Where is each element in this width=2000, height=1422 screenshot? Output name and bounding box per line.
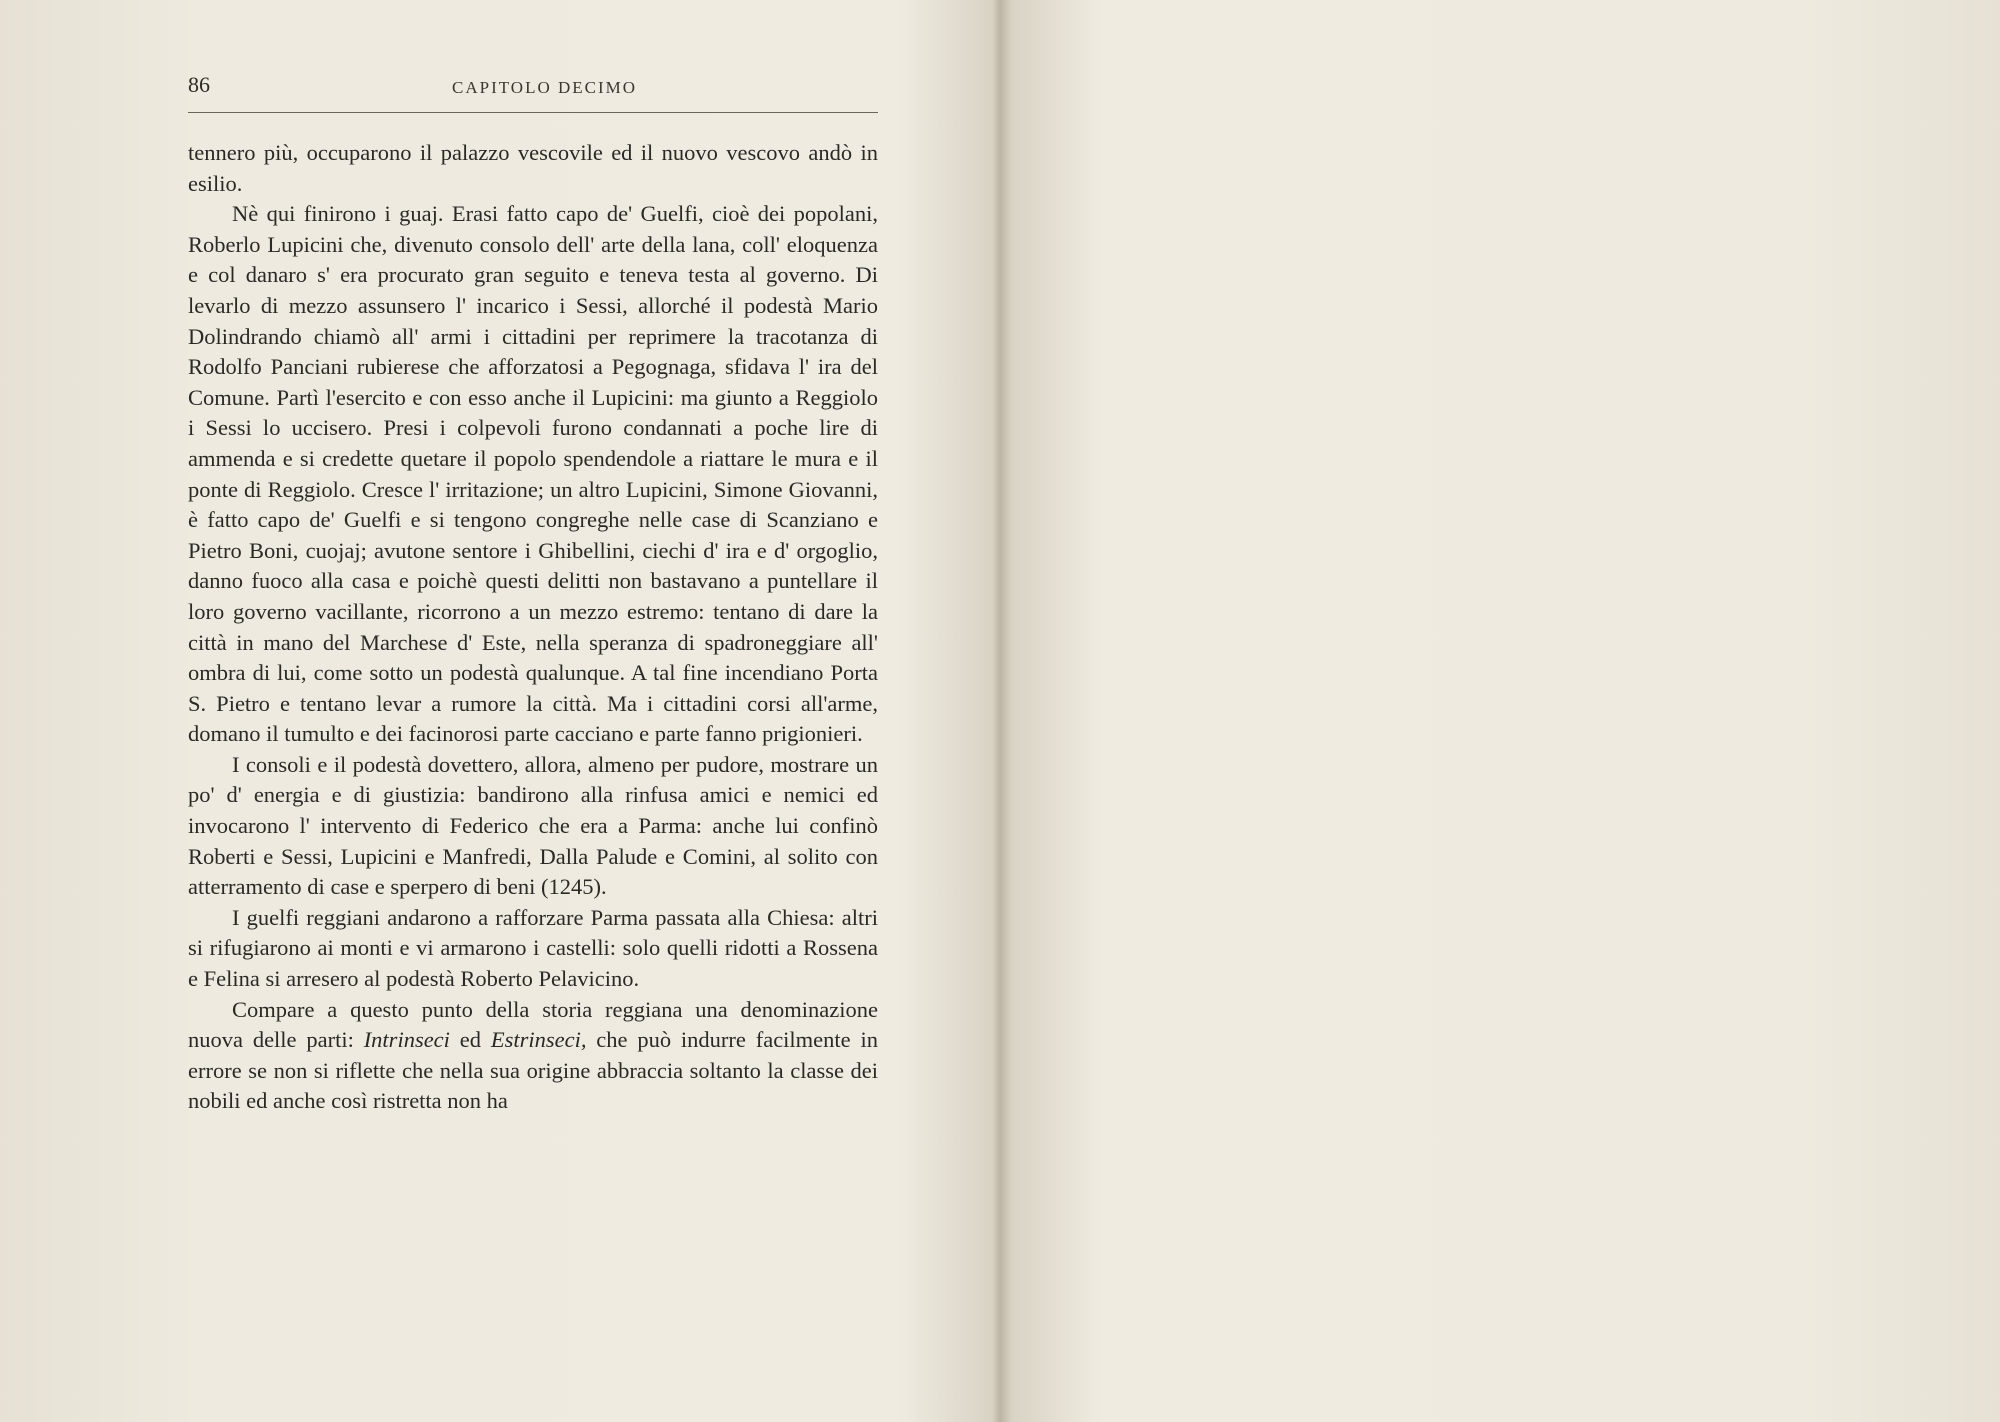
header-rule-left: [188, 112, 878, 113]
page-number-left: 86: [188, 72, 210, 97]
paragraph: I guelfi reggiani andarono a rafforzare Parma passata alla Chiesa: altri si rifugiarono ai monti e vi armarono i castelli: solo quelli ridotti a Rossena e Felina si arresero al podestà Roberto Pelavicino.: [188, 904, 878, 992]
paragraph: Nè qui finirono i guaj. Erasi fatto capo de' Guelfi, cioè dei popolani, Roberlo Lupicini che, divenuto consolo dell' arte della lana, coll' eloquenza e col danaro s' era procurato gran seguito e teneva testa al governo. Di levarlo di mezzo assunsero l' incarico i Sessi, allorché il podestà Mario Dolindrando chiamò all' armi i cittadini per reprimere la tracotanza di Rodolfo Panciani rubierese che afforzatosi a Pegognaga, sfidava l' ira del Comune. Partì l'esercito e con esso anche il Lupicini: ma giunto a Reggiolo i Sessi lo uccisero. Presi i colpevoli furono condannati a poche lire di ammenda e si credette quetare il popolo spendendole a riattare le mura e il ponte di Reggiolo. Cresce l' irritazione; un altro Lupicini, Simone Giovanni, è fatto capo de' Guelfi e si tengono congreghe nelle case di Scanziano e Pietro Boni, cuojaj; avutone sentore i Ghibellini, ciechi d' ira e d' orgoglio, danno fuoco alla casa e poichè questi delitti non bastavano a puntellare il loro governo vacillante, ricorrono a un mezzo estremo: tentano di dare la città in mano del Marchese d' Este, nella speranza di spadroneggiare all' ombra di lui, come sotto un podestà qualunque. A tal fine incendiano Porta S. Pietro e tentano levar a rumore la città. Ma i cittadini corsi all'arme, domano il tumulto e dei facinorosi parte cacciano e parte fanno prigionieri.: [188, 201, 878, 747]
left-body-text: [188, 138, 878, 1117]
paragraph: I consoli e il podestà dovettero, allora, almeno per pudore, mostrare un po' d' energia e di giustizia: bandirono alla rinfusa amici e nemici ed invocarono l' intervento di Federico che era a Parma: anche lui confinò Roberti e Sessi, Lupicini e Manfredi, Dalla Palude e Comini, al solito con atterramento di case e sperpero di beni (1245).: [188, 751, 878, 900]
term-estrinseci: Estrinseci,: [490, 1027, 587, 1053]
running-head-left: CAPITOLO DECIMO: [452, 78, 638, 97]
paragraph: tennero più, occuparono il palazzo vescovile ed il nuovo vescovo andò in esilio.: [188, 140, 878, 196]
term-intrinseci: Intrinseci: [363, 1027, 450, 1053]
paragraph: Compare a questo punto della storia reggiana una denominazione nuova delle parti: Intrinseci ed Estrinseci, che può indurre facilmente in errore se non si riflette che nella sua origine abbraccia soltanto la classe dei nobili ed anche così ristretta non ha: [188, 996, 878, 1114]
right-page: [1000, 0, 2000, 1422]
